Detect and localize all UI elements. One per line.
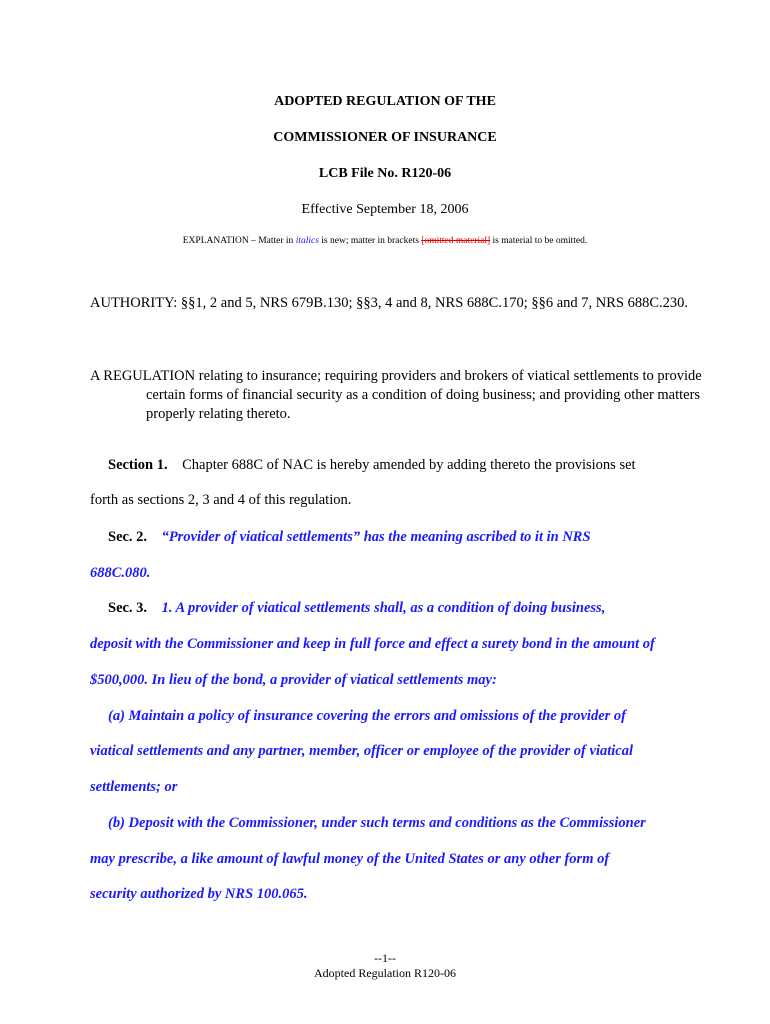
explanation-omitted: [omitted material]	[421, 236, 491, 246]
explanation-note	[0, 236, 770, 246]
authority-text: §§1, 2 and 5, NRS 679B.130; §§3, 4 and 8, NRS 688C.170; §§6 and 7, NRS 688C.230.	[180, 295, 689, 311]
sec-2-line-1	[108, 529, 591, 546]
explanation-suffix: is material to be omitted.	[490, 236, 588, 246]
title-line-2: COMMISSIONER OF INSURANCE	[273, 130, 497, 145]
file-number: LCB File No. R120-06	[318, 166, 452, 181]
sec-3-line-2: deposit with the Commissioner and keep in full force and effect a surety bond in the amount of	[90, 636, 655, 652]
explanation-middle: is new; matter in brackets	[318, 236, 422, 246]
section-1-line-2: forth as sections 2, 3 and 4 of this regulation.	[90, 492, 352, 508]
authority-paragraph	[90, 294, 766, 313]
sec-3-text-1: 1. A provider of viatical settlements shall, as a condition of doing business,	[161, 600, 606, 616]
sec-3-line-1	[108, 600, 605, 617]
title-line-1: ADOPTED REGULATION OF THE	[274, 94, 496, 109]
page-number: --1--	[374, 951, 396, 965]
sec-3-line-4: (a) Maintain a policy of insurance covering the errors and omissions of the provider of	[108, 708, 626, 724]
section-1-label: Section 1.	[108, 457, 168, 473]
sec-3-line-9: security authorized by NRS 100.065.	[90, 886, 308, 902]
sec-3-line-5: viatical settlements and any partner, member, officer or employee of the provider of viatical	[90, 743, 633, 759]
section-1-line-1	[108, 457, 636, 474]
sec-3-line-3: $500,000. In lieu of the bond, a provider of viatical settlements may:	[90, 672, 497, 688]
sec-2-text-1: “Provider of viatical settlements” has the meaning ascribed to it in NRS	[161, 529, 591, 545]
sec-3-line-7: (b) Deposit with the Commissioner, under such terms and conditions as the Commissioner	[108, 815, 646, 831]
authority-label: AUTHORITY:	[90, 295, 178, 311]
explanation-italics: italics	[295, 236, 319, 246]
sec-2-label: Sec. 2.	[108, 529, 148, 545]
sec-2-line-2: 688C.080.	[90, 565, 151, 581]
regulation-summary: A REGULATION relating to insurance; requiring providers and brokers of viatical settlements to provide certain forms of financial security as a condition of doing business; and providing other matters properly relating thereto.	[90, 368, 702, 422]
footer-caption: Adopted Regulation R120-06	[314, 966, 456, 980]
sec-3-line-6: settlements; or	[90, 779, 178, 795]
effective-date: Effective September 18, 2006	[301, 202, 469, 217]
section-1-text-1: Chapter 688C of NAC is hereby amended by adding thereto the provisions set	[182, 457, 636, 473]
sec-3-label: Sec. 3.	[108, 600, 148, 616]
sec-3-line-8: may prescribe, a like amount of lawful money of the United States or any other form of	[90, 851, 610, 867]
explanation-prefix: EXPLANATION – Matter in	[182, 236, 296, 246]
